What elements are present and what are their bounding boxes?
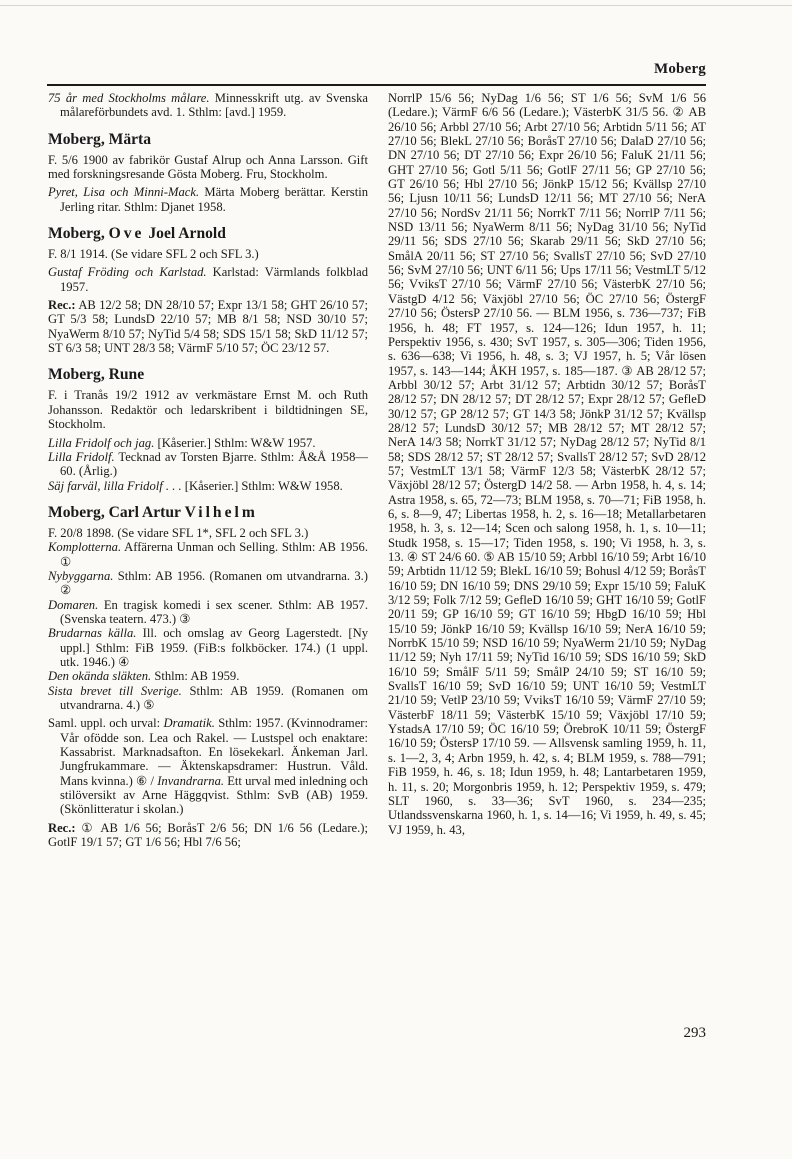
rec-label: Rec.:: [48, 820, 76, 835]
work: [48, 669, 368, 683]
bio: F. 20/8 1898. (Se vidare SFL 1*, SFL 2 och SFL 3.): [48, 525, 309, 540]
work-details: Sthlm: AB 1959. (Romanen om utvandrarna. 4.) ⑤: [60, 683, 368, 712]
work-title: Säj farväl, lilla Fridolf . . .: [48, 478, 182, 493]
work: [48, 185, 368, 214]
page-number: 293: [683, 1025, 706, 1041]
work-details: Affärerna Unman och Selling. Sthlm: AB 1956. ①: [60, 540, 368, 569]
entry-heading: Moberg, Carl Artur Vilhelm: [48, 503, 258, 521]
work-details: Märta Moberg berättar. Kerstin Jerling ritar. Sthlm: Djanet 1958.: [60, 185, 368, 214]
work: [48, 626, 368, 669]
reviews-continued: NorrlP 15/6 56; NyDag 1/6 56; ST 1/6 56; SvM 1/6 56 (Ledare.); VärmF 6/6 56 (Ledare.); VästerbK 31/5 56. ② AB 26/10 56; Arbbl 27/10 56; Arbt 27/10 56; Arbtidn 5/11 56; AT 27/10 56; BlekL 27/10 56; BoråsT 27/10 56; DalaD 27/10 56; DN 27/10 56; DT 27/10 56; Expr 26/10 56; FaluK 21/11 56; GHT 27/10 56; Gotl 5/11 56; GotlF 27/11 56; GP 27/10 56; GT 26/10 56; Hbl 27/10 56; JönkP 15/12 56; Kvällsp 27/10 56; Ljusn 10/11 56; LundsD 12/11 56; MT 27/10 56; NerA 27/10 56; NordSv 21/11 56; NorrkT 7/11 56; NorrlP 7/11 56; NSD 13/11 56; NyaWerm 8/11 56; NyDag 31/10 56; NyTid 29/11 56; SDS 27/10 56; Skarab 29/11 56; SkD 27/10 56; SmålA 20/11 56; ST 27/10 56; SvallsT 27/10 56; SvD 27/10 56; SvM 27/10 56; UNT 6/11 56; Ups 17/11 56; VestmLT 5/12 56; VviksT 27/10 56; VärmF 27/10 56; VästerbK 27/10 56; VästgD 4/12 56; Växjöbl 27/10 56; ÖC 27/10 56; ÖstergF 27/10 56; ÖstersP 27/10 56. — BLM 1956, s. 736—737; FiB 1956, h. 48; FT 1957, s. 124—126; Idun 1957, h. 11; Perspektiv 1956, s. 430; SvT 1957, s. 305—306; Tiden 1956, s. 636—638; Vi 1956, h. 48, s. 3; VJ 1957, h. 5; Vår lösen 1957, s. 143—144; ÅKH 1957, s. 185—187. ③ AB 28/12 57; Arbbl 30/12 57; Arbt 31/12 57; Arbtidn 30/12 57; BoråsT 28/12 57; DN 28/12 57; DT 28/12 57; Expr 28/12 57; GefleD 30/12 57; GP 28/12 57; GT 14/3 58; JönkP 31/12 57; Kvällsp 28/12 57; LundsD 30/12 57; MB 28/12 57; MT 28/12 57; NerA 14/3 58; NorrkT 31/12 57; NyDag 28/12 57; NyTid 8/1 58; SDS 28/12 57; ST 28/12 57; SvallsT 28/12 57; SvD 28/12 57; VestmLT 13/1 58; VärmF 12/3 58; VästerbK 28/12 57; Växjöbl 28/12 57; ÖstergD 14/2 58. — Arbn 1958, h. 4, s. 14; Astra 1958, s. 65, 72—73; BLM 1958, s. 70—71; FiB 1958, h. 6, s. 8—9, 47; Libertas 1958, h. 2, s. 16—18; Metallarbetaren 1958, h. 3, s. 12—14; Scen och salong 1958, h. 1, s. 10—11; Studk 1958, s. 15—17; Tiden 1958, s. 190; Vi 1958, h. 3, s. 13. ④ ST 24/6 60. ⑤ AB 15/10 59; Arbbl 16/10 59; Arbt 16/10 59; Arbtidn 11/12 59; BlekL 16/10 59; Bohusl 4/12 59; BoråsT 16/10 59; DN 16/10 59; DNS 29/10 59; Expr 15/10 59; FaluK 3/12 59; Folk 7/12 59; GefleD 16/10 59; GHT 16/10 59; GotlF 20/11 59; GP 16/10 59; GT 16/10 59; HbgD 16/10 59; Hbl 15/10 59; JönkP 16/10 59; Kvällsp 16/10 59; NerA 16/10 59; NorrbK 15/10 59; NSD 16/10 59; NyaWerm 21/10 59; NyDag 11/12 59; Nyh 17/11 59; NyTid 16/10 59; SDS 16/10 59; SkD 16/10 59; SmålF 5/11 59; SmålP 24/10 59; ST 16/10 59; SvallsT 16/10 59; SvD 16/10 59; UNT 16/10 59; VestmLT 21/10 59; VetlP 23/10 59; VviksT 16/10 59; VärmF 27/10 59; VästerbF 18/11 59; VästerbK 15/10 59; Växjöbl 17/10 59; YstadsA 17/10 59; ÖC 16/10 59; ÖrebroK 10/11 59; ÖstergF 16/10 59; ÖstersP 17/10 59. — Allsvensk samling 1959, h. 11, s. 1—2, 3, 4; Arbn 1959, h. 42, s. 4; BLM 1959, s. 788—791; FiB 1959, h. 46, s. 18; Idun 1959, h. 48; Lantarbetaren 1959, h. 11, s. 20; Morgonbris 1959, h. 12; Perspektiv 1959, s. 479; SLT 1960, s. 33—36; SvT 1960, s. 234—235; Utlandssvenskarna 1960, h. 1, s. 14—16; Vi 1959, h. 49, s. 45; VJ 1959, h. 43,: [388, 91, 706, 837]
work-title: Nybyggarna.: [48, 568, 114, 583]
reviews: [48, 298, 368, 355]
work-title: Domaren.: [48, 597, 99, 612]
header-rule: [47, 84, 706, 86]
work-title: Sista brevet till Sverige.: [48, 683, 182, 698]
entry-heading: Moberg, Rune: [48, 366, 145, 384]
reviews-text: AB 12/2 58; DN 28/10 57; Expr 13/1 58; GHT 26/10 57; GT 5/3 58; LundsD 22/10 57; MB 8/1 58; NSD 30/10 57; NyaWerm 8/10 57; NyTid 5/4 58; SDS 15/1 58; SkD 11/12 57; ST 6/3 58; UNT 28/3 58; VärmF 5/10 57; ÖC 23/12 57.: [48, 298, 368, 356]
work-details: Minnesskrift utg. av Svenska målareförbundets avd. 1. Sthlm: [avd.] 1959.: [60, 91, 368, 120]
work-details: Sthlm: AB 1959.: [151, 669, 240, 684]
collected-editions: Saml. uppl. och urval: Dramatik. Sthlm: 1957. (Kvinnodramer: Vår ofödde son. Lea och Rakel. — Lustspel och enaktare: Kassabrist. Marknadsafton. En lösekekarl. Änkeman Jarl. Jungfrukammare. — Äktenskapsdramer: Hustrun. Våld. Mans kvinna.) ⑥ / Invandrarna. Ett urval med inledning och stilöversikt av Arne Häggqvist. Sthlm: SvB (AB) 1959. (Skönlitteratur i skolan.): [48, 716, 368, 817]
work: [48, 540, 368, 569]
work-title: Komplotterna.: [48, 540, 122, 555]
work-title: Den okända släkten.: [48, 669, 152, 684]
reviews-text: ① AB 1/6 56; BoråsT 2/6 56; DN 1/6 56 (Ledare.); GotlF 19/1 57; GT 1/6 56; Hbl 7/6 56;: [48, 820, 368, 850]
bio: F. 8/1 1914. (Se vidare SFL 2 och SFL 3.): [48, 247, 259, 262]
work: [48, 436, 368, 450]
right-column: [388, 91, 706, 837]
work: [48, 265, 368, 294]
bio: F. i Tranås 19/2 1912 av verkmästare Ernst M. och Ruth Johansson. Redaktör och ledarskribent i bildtidningen SE, Stockholm.: [48, 388, 368, 432]
scan-edge-line: [0, 5, 792, 6]
entry-heading: Moberg, Ove Joel Arnold: [48, 225, 226, 243]
left-column: [48, 91, 368, 849]
reviews: [48, 821, 368, 850]
work-title: Pyret, Lisa och Minni-Mack.: [48, 185, 200, 200]
work-title: Brudarnas källa.: [48, 626, 137, 641]
work: [48, 684, 368, 713]
entry-marta: [48, 131, 368, 214]
work-title: Dramatik.: [163, 716, 215, 731]
entry-rune: [48, 366, 368, 492]
work-title: 75 år med Stockholms målare.: [48, 91, 210, 105]
entry-carl-artur-vilhelm: [48, 504, 368, 850]
running-head: Moberg: [653, 61, 706, 77]
bio: F. 5/6 1900 av fabrikör Gustaf Alrup och Anna Larsson. Gift med forskningsresande Gösta Moberg. Fru, Stockholm.: [48, 152, 368, 182]
work-title: Lilla Fridolf och jag.: [48, 435, 155, 450]
work-details: Ill. och omslag av Georg Lagerstedt. [Ny uppl.] Sthlm: FiB 1959. (FiB:s folkböcker. 174.) (1 uppl. utk. 1946.) ④: [60, 626, 368, 669]
rec-label: Rec.:: [48, 298, 76, 313]
work-details: Tecknad av Torsten Bjarre. Sthlm: Å&Å 1958—60. (Årlig.): [60, 449, 368, 479]
work-details: Karlstad: Värmlands folkblad 1957.: [60, 265, 368, 294]
work-title: Lilla Fridolf.: [48, 449, 115, 464]
work: [48, 598, 368, 627]
continued-entry: [48, 91, 368, 120]
work: [48, 569, 368, 598]
entry-heading: Moberg, Märta: [48, 130, 152, 148]
work-details: En tragisk komedi i sex scener. Sthlm: AB 1957. (Svenska teatern. 473.) ③: [60, 597, 368, 626]
work-details: Sthlm: AB 1956. (Romanen om utvandrarna. 3.) ②: [60, 568, 368, 598]
entry-ove: [48, 225, 368, 355]
work: [48, 479, 368, 493]
work-title: Gustaf Fröding och Karlstad.: [48, 265, 207, 280]
work: [48, 450, 368, 479]
work-title: Invandrarna.: [157, 773, 225, 788]
work-details: [Kåserier.] Sthlm: W&W 1957.: [154, 435, 316, 450]
work-details: [Kåserier.] Sthlm: W&W 1958.: [181, 478, 343, 493]
